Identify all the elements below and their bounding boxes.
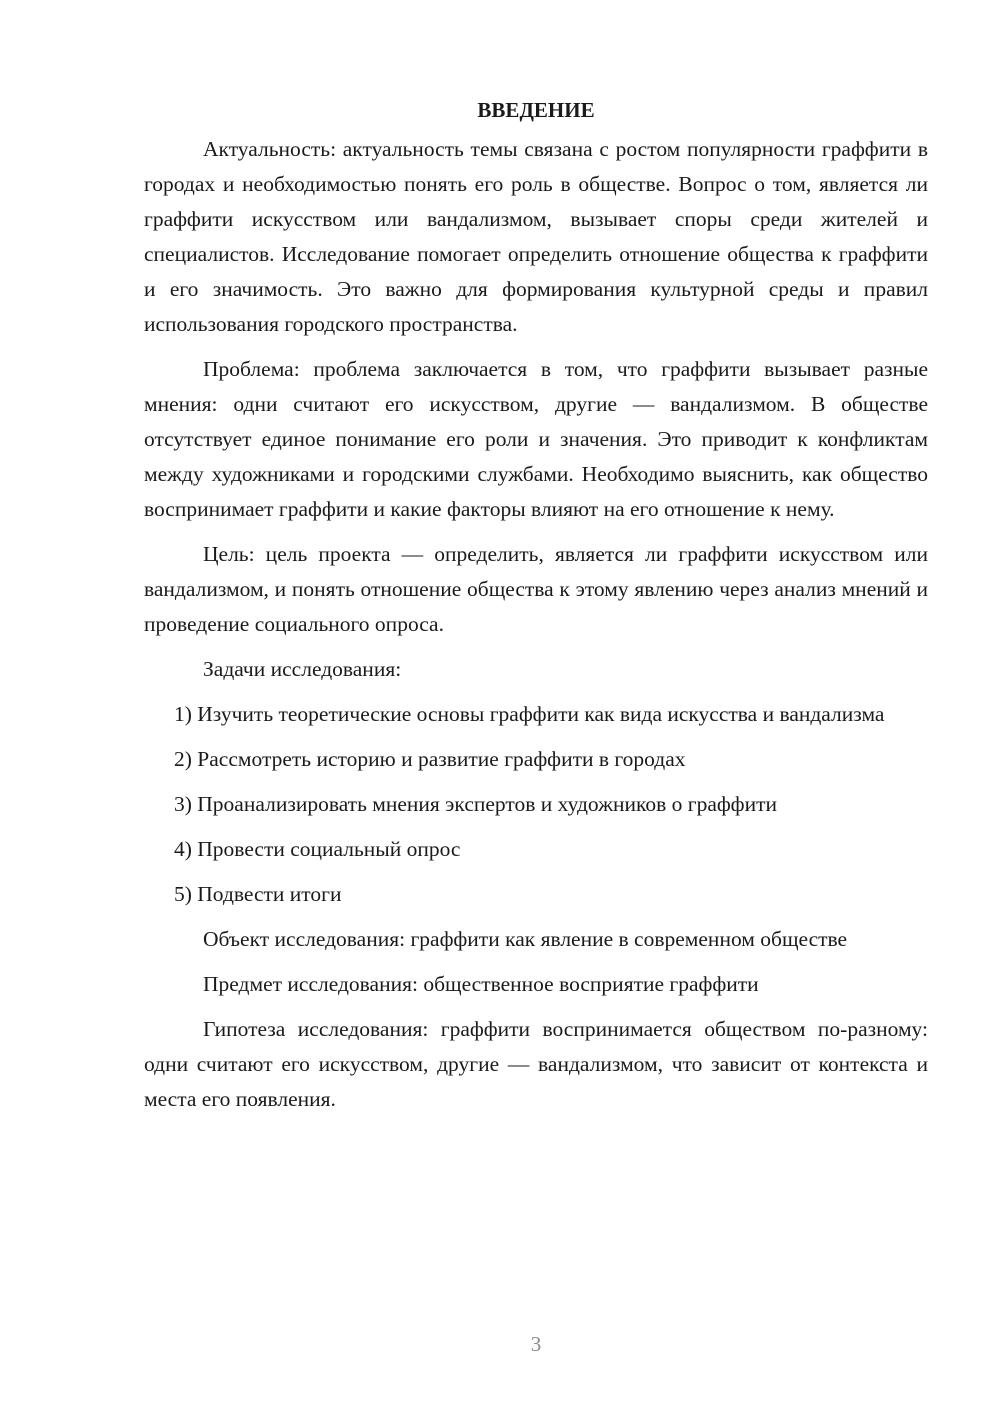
tasks-heading: Задачи исследования: <box>203 657 402 681</box>
page-number: 3 <box>530 1332 542 1356</box>
list-item: 2) Рассмотреть историю и развитие граффити в городах <box>174 747 686 771</box>
hypothesis-paragraph: Гипотеза исследования: граффити воспринимается обществом по-разному: одни считают его искусством, другие — вандализмом, что зависит от контекста и места его появления. <box>144 1017 928 1111</box>
list-item: 4) Провести социальный опрос <box>174 837 461 861</box>
list-item: 3) Проанализировать мнения экспертов и художников о граффити <box>174 792 778 816</box>
goal-paragraph: Цель: цель проекта — определить, является ли граффити искусством или вандализмом, и понять отношение общества к этому явлению через анализ мнений и проведение социального опроса. <box>144 542 928 636</box>
subject-paragraph: Предмет исследования: общественное восприятие граффити <box>203 972 759 996</box>
tasks-list <box>144 697 928 912</box>
document-page <box>144 92 928 1127</box>
section-title: ВВЕДЕНИЕ <box>477 98 595 122</box>
object-paragraph: Объект исследования: граффити как явление в современном обществе <box>203 927 848 951</box>
list-item: 5) Подвести итоги <box>174 882 342 906</box>
problem-paragraph: Проблема: проблема заключается в том, что граффити вызывает разные мнения: одни считают его искусством, другие — вандализмом. В обществе отсутствует единое понимание его роли и значения. Это приводит к конфликтам между художниками и городскими службами. Необходимо выяснить, как общество воспринимает граффити и какие факторы влияют на его отношение к нему. <box>144 357 928 521</box>
list-item: 1) Изучить теоретические основы граффити как вида искусства и вандализма <box>174 702 885 726</box>
relevance-paragraph: Актуальность: актуальность темы связана с ростом популярности граффити в городах и необходимостью понять его роль в обществе. Вопрос о том, является ли граффити искусством или вандализмом, вызывает споры среди жителей и специалистов. Исследование помогает определить отношение общества к граффити и его значимость. Это важно для формирования культурной среды и правил использования городского пространства. <box>144 137 928 336</box>
